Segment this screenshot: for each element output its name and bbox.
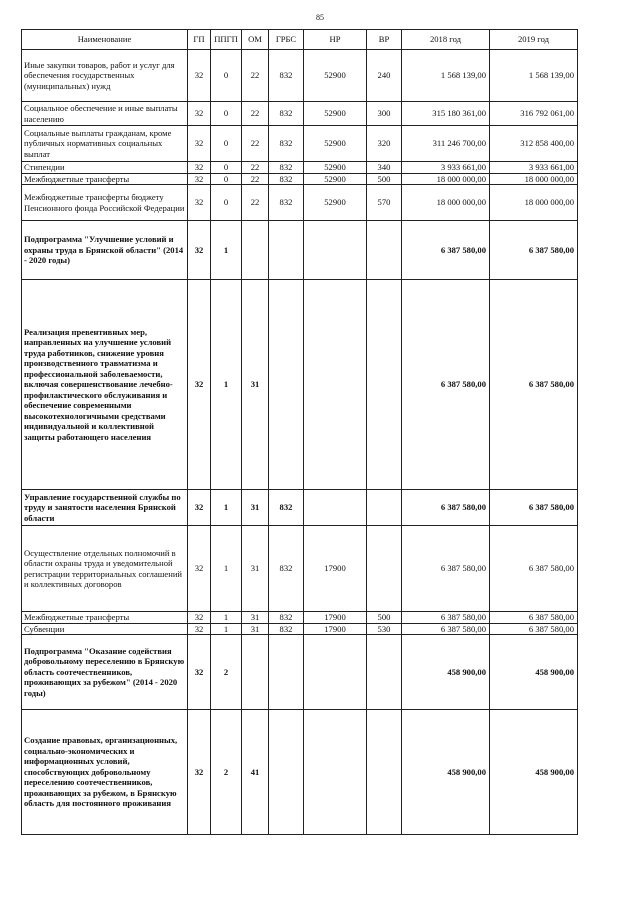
amount-2018-cell: 315 180 361,00 [402, 102, 490, 126]
amount-2019-cell: 6 387 580,00 [490, 526, 578, 612]
name-cell: Социальное обеспечение и иные выплаты населению [22, 102, 188, 126]
name-cell: Реализация превентивных мер, направленных на улучшение условий труда работников, снижение уровня производственного травматизма и профессиональной заболеваемости, включая совершенствование лечебно-профилактического обслуживания и обеспечение современными высокотехнологичными средствами индивидуальной и коллективной защиты работающего населения [22, 280, 188, 490]
table-row [22, 612, 578, 624]
amount-2018-cell: 458 900,00 [402, 635, 490, 710]
name-cell: Социальные выплаты гражданам, кроме публичных нормативных социальных выплат [22, 126, 188, 162]
name-cell: Межбюджетные трансферты [22, 612, 188, 624]
vr-cell [367, 490, 402, 526]
om-cell: 22 [242, 126, 269, 162]
vr-cell [367, 280, 402, 490]
ppgp-cell: 1 [211, 280, 242, 490]
amount-2018-cell: 6 387 580,00 [402, 280, 490, 490]
grbs-cell [269, 635, 304, 710]
gp-cell: 32 [188, 612, 211, 624]
col-header-2019: 2019 год [490, 30, 578, 50]
col-header-nr: НР [304, 30, 367, 50]
gp-cell: 32 [188, 221, 211, 280]
nr-cell: 52900 [304, 162, 367, 174]
vr-cell: 500 [367, 173, 402, 185]
amount-2019-cell: 18 000 000,00 [490, 173, 578, 185]
col-header-vr: ВР [367, 30, 402, 50]
gp-cell: 32 [188, 710, 211, 835]
grbs-cell [269, 221, 304, 280]
ppgp-cell: 0 [211, 50, 242, 102]
om-cell: 22 [242, 50, 269, 102]
grbs-cell [269, 710, 304, 835]
amount-2018-cell: 6 387 580,00 [402, 526, 490, 612]
amount-2018-cell: 1 568 139,00 [402, 50, 490, 102]
grbs-cell: 832 [269, 623, 304, 635]
om-cell: 22 [242, 185, 269, 221]
amount-2019-cell: 6 387 580,00 [490, 221, 578, 280]
table-row [22, 162, 578, 174]
nr-cell: 52900 [304, 126, 367, 162]
amount-2019-cell: 18 000 000,00 [490, 185, 578, 221]
table-row [22, 710, 578, 835]
gp-cell: 32 [188, 162, 211, 174]
name-cell: Межбюджетные трансферты [22, 173, 188, 185]
ppgp-cell: 0 [211, 185, 242, 221]
ppgp-cell: 0 [211, 173, 242, 185]
col-header-ppgp: ППГП [211, 30, 242, 50]
om-cell: 31 [242, 490, 269, 526]
amount-2019-cell: 458 900,00 [490, 710, 578, 835]
vr-cell [367, 221, 402, 280]
page-number: 85 [316, 13, 324, 22]
amount-2019-cell: 6 387 580,00 [490, 280, 578, 490]
name-cell: Субвенции [22, 623, 188, 635]
gp-cell: 32 [188, 185, 211, 221]
ppgp-cell: 1 [211, 221, 242, 280]
om-cell: 31 [242, 526, 269, 612]
name-cell: Подпрограмма "Улучшение условий и охраны труда в Брянской области" (2014 - 2020 годы) [22, 221, 188, 280]
amount-2019-cell: 458 900,00 [490, 635, 578, 710]
amount-2019-cell: 6 387 580,00 [490, 623, 578, 635]
grbs-cell: 832 [269, 612, 304, 624]
gp-cell: 32 [188, 490, 211, 526]
ppgp-cell: 0 [211, 162, 242, 174]
om-cell: 22 [242, 162, 269, 174]
name-cell: Осуществление отдельных полномочий в области охраны труда и уведомительной регистрации территориальных соглашений и коллективных договоров [22, 526, 188, 612]
amount-2019-cell: 6 387 580,00 [490, 612, 578, 624]
table-row [22, 280, 578, 490]
grbs-cell [269, 280, 304, 490]
amount-2018-cell: 6 387 580,00 [402, 612, 490, 624]
ppgp-cell: 1 [211, 623, 242, 635]
vr-cell [367, 526, 402, 612]
nr-cell: 52900 [304, 102, 367, 126]
table-row [22, 173, 578, 185]
amount-2018-cell: 3 933 661,00 [402, 162, 490, 174]
grbs-cell: 832 [269, 173, 304, 185]
om-cell [242, 635, 269, 710]
om-cell [242, 221, 269, 280]
table-header [22, 30, 578, 50]
vr-cell: 320 [367, 126, 402, 162]
om-cell: 31 [242, 280, 269, 490]
om-cell: 31 [242, 612, 269, 624]
ppgp-cell: 1 [211, 526, 242, 612]
nr-cell: 17900 [304, 612, 367, 624]
nr-cell: 17900 [304, 526, 367, 612]
om-cell: 22 [242, 173, 269, 185]
nr-cell [304, 490, 367, 526]
amount-2018-cell: 18 000 000,00 [402, 173, 490, 185]
om-cell: 22 [242, 102, 269, 126]
grbs-cell: 832 [269, 126, 304, 162]
col-header-grbs: ГРБС [269, 30, 304, 50]
gp-cell: 32 [188, 635, 211, 710]
table-row [22, 102, 578, 126]
gp-cell: 32 [188, 623, 211, 635]
grbs-cell: 832 [269, 162, 304, 174]
om-cell: 41 [242, 710, 269, 835]
amount-2018-cell: 6 387 580,00 [402, 623, 490, 635]
nr-cell: 52900 [304, 50, 367, 102]
ppgp-cell: 2 [211, 635, 242, 710]
ppgp-cell: 0 [211, 102, 242, 126]
amount-2019-cell: 1 568 139,00 [490, 50, 578, 102]
amount-2019-cell: 6 387 580,00 [490, 490, 578, 526]
grbs-cell: 832 [269, 102, 304, 126]
ppgp-cell: 1 [211, 490, 242, 526]
col-header-2018: 2018 год [402, 30, 490, 50]
vr-cell: 340 [367, 162, 402, 174]
vr-cell: 240 [367, 50, 402, 102]
name-cell: Управление государственной службы по труду и занятости населения Брянской области [22, 490, 188, 526]
amount-2018-cell: 6 387 580,00 [402, 490, 490, 526]
vr-cell: 570 [367, 185, 402, 221]
table-row [22, 635, 578, 710]
table-row [22, 185, 578, 221]
gp-cell: 32 [188, 50, 211, 102]
table-row [22, 50, 578, 102]
om-cell: 31 [242, 623, 269, 635]
name-cell: Подпрограмма "Оказание содействия добровольному переселению в Брянскую область соотечественников, проживающих за рубежом" (2014 - 2020 годы) [22, 635, 188, 710]
amount-2018-cell: 6 387 580,00 [402, 221, 490, 280]
table-row [22, 623, 578, 635]
vr-cell: 300 [367, 102, 402, 126]
ppgp-cell: 1 [211, 612, 242, 624]
amount-2018-cell: 18 000 000,00 [402, 185, 490, 221]
gp-cell: 32 [188, 102, 211, 126]
amount-2019-cell: 316 792 061,00 [490, 102, 578, 126]
name-cell: Иные закупки товаров, работ и услуг для обеспечения государственных (муниципальных) нужд [22, 50, 188, 102]
gp-cell: 32 [188, 280, 211, 490]
col-header-name: Наименование [22, 30, 188, 50]
budget-table [21, 29, 578, 835]
amount-2019-cell: 3 933 661,00 [490, 162, 578, 174]
name-cell: Межбюджетные трансферты бюджету Пенсионного фонда Российской Федерации [22, 185, 188, 221]
nr-cell [304, 280, 367, 490]
grbs-cell: 832 [269, 50, 304, 102]
nr-cell [304, 221, 367, 280]
table-row [22, 126, 578, 162]
table-row [22, 221, 578, 280]
vr-cell [367, 710, 402, 835]
amount-2018-cell: 311 246 700,00 [402, 126, 490, 162]
grbs-cell: 832 [269, 490, 304, 526]
nr-cell: 52900 [304, 173, 367, 185]
vr-cell: 530 [367, 623, 402, 635]
ppgp-cell: 0 [211, 126, 242, 162]
table-row [22, 490, 578, 526]
vr-cell: 500 [367, 612, 402, 624]
name-cell: Создание правовых, организационных, социально-экономических и информационных условий, способствующих добровольному переселению соотечественников, проживающих за рубежом, в Брянскую область для постоянного проживания [22, 710, 188, 835]
table-row [22, 526, 578, 612]
ppgp-cell: 2 [211, 710, 242, 835]
gp-cell: 32 [188, 526, 211, 612]
vr-cell [367, 635, 402, 710]
gp-cell: 32 [188, 126, 211, 162]
nr-cell [304, 635, 367, 710]
name-cell: Стипендии [22, 162, 188, 174]
amount-2019-cell: 312 858 400,00 [490, 126, 578, 162]
nr-cell [304, 710, 367, 835]
gp-cell: 32 [188, 173, 211, 185]
nr-cell: 17900 [304, 623, 367, 635]
grbs-cell: 832 [269, 185, 304, 221]
table-body [22, 50, 578, 835]
col-header-om: ОМ [242, 30, 269, 50]
nr-cell: 52900 [304, 185, 367, 221]
grbs-cell: 832 [269, 526, 304, 612]
col-header-gp: ГП [188, 30, 211, 50]
amount-2018-cell: 458 900,00 [402, 710, 490, 835]
